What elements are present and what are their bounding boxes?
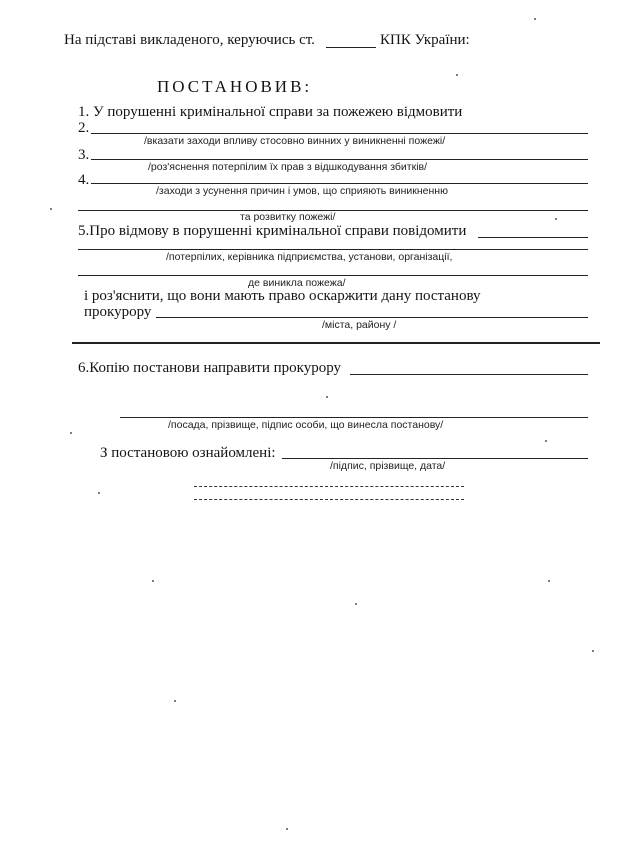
item-5-text: 5.Про відмову в порушенні кримінальної справи повідомити — [78, 223, 467, 239]
item-4-hint-2: та розвитку пожежі/ — [240, 211, 336, 223]
scan-speck — [534, 18, 536, 20]
item-2-number: 2. — [78, 120, 90, 136]
separator-line — [72, 342, 600, 344]
signature-line-1 — [194, 486, 464, 487]
scan-speck — [286, 828, 288, 830]
scan-speck — [545, 440, 547, 442]
item-2-hint: /вказати заходи впливу стосовно винних у виникненні пожежі/ — [144, 135, 446, 147]
article-blank — [326, 47, 376, 48]
scan-speck — [70, 432, 72, 434]
item-6-text: 6.Копію постанови направити прокурору — [78, 360, 342, 376]
item-4-number: 4. — [78, 172, 90, 188]
item-5-line-inline — [478, 237, 588, 238]
scan-speck — [592, 650, 594, 652]
item-3-number: 3. — [78, 147, 90, 163]
item-5-line-3 — [78, 275, 588, 276]
item-3-hint: /роз'яснення потерпілим їх прав з відшкодування збитків/ — [148, 161, 428, 173]
item-5-line-2 — [78, 249, 588, 250]
scan-speck — [548, 580, 550, 582]
header-text: На підставі викладеного, керуючись ст. — [64, 32, 315, 48]
acknowledgement-label: З постановою ознайомлені: — [100, 445, 276, 461]
signature-line-2 — [194, 499, 464, 500]
item-6-signature-line — [120, 417, 588, 418]
scan-speck — [355, 603, 357, 605]
scan-speck — [456, 74, 458, 76]
scan-speck — [98, 492, 100, 494]
acknowledgement-hint: /підпис, прізвище, дата/ — [330, 460, 446, 472]
item-5-hint-3: /міста, району / — [322, 319, 397, 331]
scan-speck — [326, 396, 328, 398]
scan-speck — [152, 580, 154, 582]
acknowledgement-line — [282, 458, 588, 459]
item-6-hint: /посада, прізвище, підпис особи, що винесла постанову/ — [168, 419, 444, 431]
item-6-line-inline — [350, 374, 588, 375]
scan-speck — [50, 208, 52, 210]
scan-speck — [555, 218, 557, 220]
item-4-hint-1: /заходи з усунення причин і умов, що сприяють виникненню — [156, 185, 448, 197]
item-4-line — [91, 183, 588, 184]
item-5-hint-1: /потерпілих, керівника підприємства, установи, організації, — [166, 251, 453, 263]
item-5-prosecutor-line — [156, 317, 588, 318]
item-1-text: 1. У порушенні кримінальної справи за пожежею відмовити — [78, 104, 463, 120]
item-5-explain: і роз'яснити, що вони мають право оскаржити дану постанову — [84, 288, 481, 304]
code-reference: КПК України: — [380, 32, 470, 48]
item-5-hint-2: де виникла пожежа/ — [248, 277, 346, 289]
item-3-line — [91, 159, 588, 160]
document-title: ПОСТАНОВИВ: — [157, 77, 313, 96]
item-5-prosecutor: прокурору — [84, 304, 152, 320]
scan-speck — [174, 700, 176, 702]
item-2-line — [91, 133, 588, 134]
